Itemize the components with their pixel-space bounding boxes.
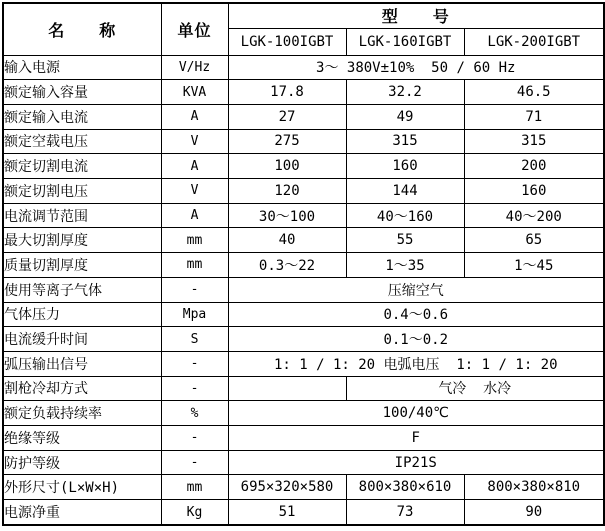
spec-value: 160 [464,179,604,204]
table-row [3,426,604,451]
spec-row-unit: V/Hz [161,55,228,80]
table-row [3,154,604,179]
spec-row-label: 额定输入电流 [3,104,161,129]
table-row [3,253,604,278]
table-row [3,179,604,204]
spec-value: F [228,426,604,451]
spec-row-unit: mm [161,228,228,253]
table-row [3,203,604,228]
spec-row-unit: Kg [161,500,228,525]
table-row [3,401,604,426]
spec-row-label: 最大切割厚度 [3,228,161,253]
spec-row-label: 割枪冷却方式 [3,376,161,401]
model-column-header: LGK-160IGBT [346,28,464,55]
spec-value: 1～45 [464,253,604,278]
spec-value: 1: 1 / 1: 20 电弧电压 1: 1 / 1: 20 [228,351,604,376]
spec-row-label: 外形尺寸(L×W×H) [3,475,161,500]
spec-value: 17.8 [228,80,346,105]
spec-value: 55 [346,228,464,253]
spec-value: 71 [464,104,604,129]
spec-row-unit: Mpa [161,302,228,327]
spec-value: 90 [464,500,604,525]
spec-row-label: 气体压力 [3,302,161,327]
table-row [3,327,604,352]
spec-value: 3～ 380V±10% 50 / 60 Hz [228,55,604,80]
spec-value: 40～160 [346,203,464,228]
spec-value: 160 [346,154,464,179]
spec-row-label: 额定负载持续率 [3,401,161,426]
spec-value: 27 [228,104,346,129]
header-row-1 [3,3,604,28]
table-row [3,450,604,475]
spec-row-label: 电流缓升时间 [3,327,161,352]
spec-value: 100 [228,154,346,179]
table-row [3,55,604,80]
model-column-header: LGK-200IGBT [464,28,604,55]
spec-value: 40 [228,228,346,253]
spec-row-unit: V [161,129,228,154]
spec-row-label: 质量切割厚度 [3,253,161,278]
table-row [3,475,604,500]
spec-row-unit: KVA [161,80,228,105]
spec-row-label: 防护等级 [3,450,161,475]
table-row [3,228,604,253]
spec-value: 73 [346,500,464,525]
spec-row-unit: A [161,154,228,179]
spec-value: 压缩空气 [228,277,604,302]
spec-row-unit: - [161,351,228,376]
spec-row-label: 使用等离子气体 [3,277,161,302]
table-row [3,351,604,376]
spec-value: 800×380×810 [464,475,604,500]
spec-row-label: 额定空载电压 [3,129,161,154]
spec-value: 0.3～22 [228,253,346,278]
spec-value: 65 [464,228,604,253]
spec-row-label: 电源净重 [3,500,161,525]
spec-value [228,376,346,401]
spec-row-unit: A [161,203,228,228]
spec-value: IP21S [228,450,604,475]
spec-row-unit: % [161,401,228,426]
spec-row-unit: S [161,327,228,352]
spec-row-label: 弧压输出信号 [3,351,161,376]
spec-value: 0.4～0.6 [228,302,604,327]
table-row [3,277,604,302]
spec-value: 1～35 [346,253,464,278]
spec-value: 32.2 [346,80,464,105]
spec-row-label: 绝缘等级 [3,426,161,451]
spec-value: 51 [228,500,346,525]
spec-value: 120 [228,179,346,204]
spec-value: 气冷 水冷 [346,376,604,401]
spec-value: 46.5 [464,80,604,105]
spec-value: 49 [346,104,464,129]
spec-row-label: 输入电源 [3,55,161,80]
spec-value: 144 [346,179,464,204]
spec-row-unit: mm [161,475,228,500]
spec-value: 200 [464,154,604,179]
spec-row-unit: - [161,277,228,302]
spec-row-unit: mm [161,253,228,278]
spec-row-label: 电流调节范围 [3,203,161,228]
spec-row-unit: V [161,179,228,204]
spec-value: 800×380×610 [346,475,464,500]
table-row [3,104,604,129]
table-row [3,80,604,105]
spec-row-label: 额定切割电压 [3,179,161,204]
table-row [3,376,604,401]
header-name: 名 称 [3,3,161,55]
spec-value: 275 [228,129,346,154]
spec-row-unit: A [161,104,228,129]
spec-row-unit: - [161,376,228,401]
spec-value: 315 [464,129,604,154]
model-column-header: LGK-100IGBT [228,28,346,55]
spec-row-label: 额定切割电流 [3,154,161,179]
spec-row-unit: - [161,426,228,451]
spec-row-label: 额定输入容量 [3,80,161,105]
spec-value: 695×320×580 [228,475,346,500]
spec-value: 315 [346,129,464,154]
table-row [3,129,604,154]
spec-value: 100/40℃ [228,401,604,426]
spec-value: 0.1～0.2 [228,327,604,352]
table-row [3,500,604,525]
header-unit: 单位 [161,3,228,55]
spec-row-unit: - [161,450,228,475]
spec-value: 30～100 [228,203,346,228]
spec-value: 40～200 [464,203,604,228]
table-row [3,302,604,327]
spec-table [2,2,605,526]
header-model: 型 号 [228,3,604,28]
